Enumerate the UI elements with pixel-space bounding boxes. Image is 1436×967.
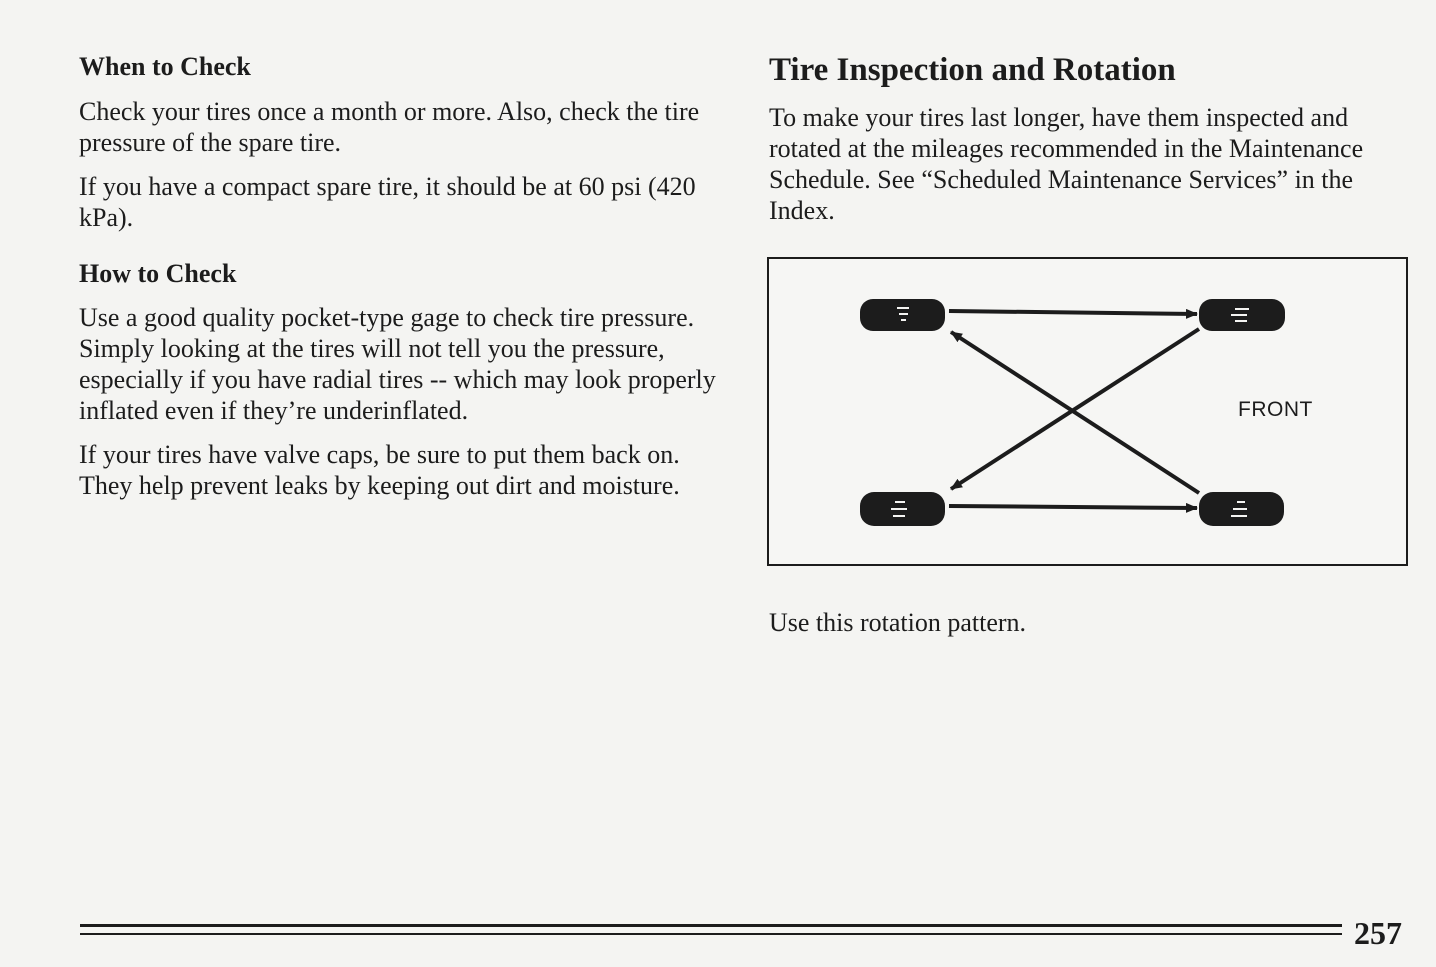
- right-column: [769, 50, 1409, 226]
- when-to-check-heading: When to Check: [79, 52, 251, 81]
- arrow-icon: [951, 332, 1199, 493]
- how-to-check-paragraph-2: If your tires have valve caps, be sure to put them back on. They help prevent leaks by keeping out dirt and moisture.: [79, 440, 680, 500]
- rotation-diagram: [767, 257, 1408, 566]
- intro-paragraph: To make your tires last longer, have them inspected and rotated at the mileages recommended in the Maintenance Schedule. See “Scheduled Maintenance Services” in the Index.: [769, 103, 1364, 225]
- arrow-icon: [951, 329, 1199, 489]
- diagram-caption: Use this rotation pattern.: [769, 608, 1027, 637]
- arrow-icon: [949, 506, 1197, 508]
- tire-icon: [1199, 492, 1284, 526]
- footer-rule: [80, 922, 1342, 942]
- how-to-check-paragraph-1: Use a good quality pocket-type gage to check tire pressure. Simply looking at the tires will not tell you the pressure, especially if you have radial tires -- which may look properly inflated even if they’re underinflated.: [79, 303, 716, 425]
- how-to-check-heading: How to Check: [79, 259, 237, 288]
- footer-rule-line: [80, 924, 1342, 927]
- arrow-icon: [949, 311, 1197, 314]
- page-number: 257: [1354, 915, 1402, 951]
- tire-icon: [860, 299, 945, 331]
- tire-icon: [860, 492, 945, 526]
- when-to-check-paragraph-1: Check your tires once a month or more. Also, check the tire pressure of the spare tire.: [79, 97, 700, 157]
- left-column: [79, 50, 729, 501]
- footer-rule-line: [80, 933, 1342, 935]
- when-to-check-paragraph-2: If you have a compact spare tire, it should be at 60 psi (420 kPa).: [79, 172, 696, 232]
- tire-icon: [1199, 299, 1285, 331]
- front-label: FRONT: [1238, 398, 1313, 421]
- section-title: Tire Inspection and Rotation: [769, 52, 1176, 88]
